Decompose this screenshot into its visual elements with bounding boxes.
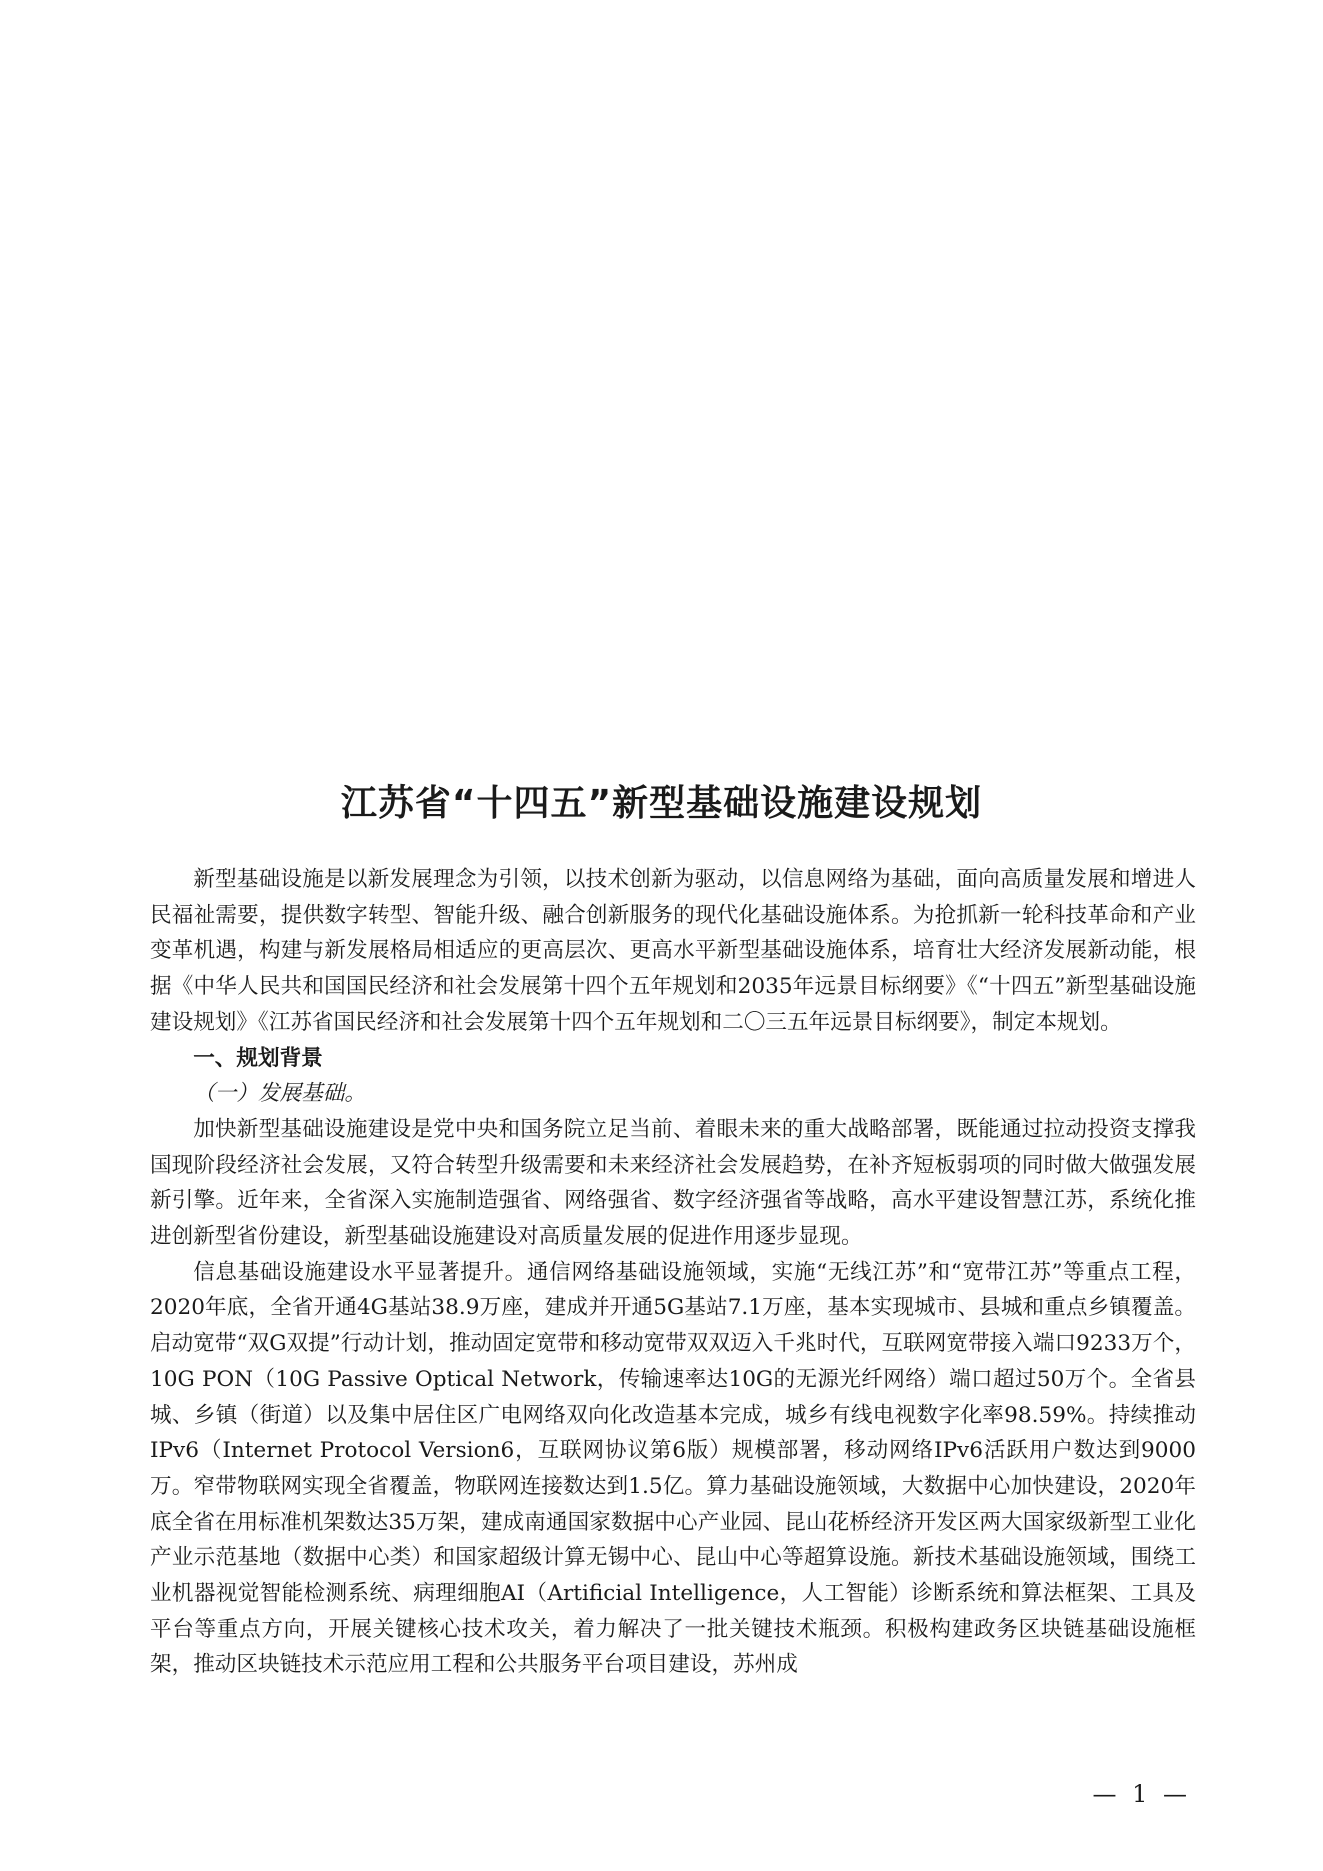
subsection-heading: （一）发展基础。 — [193, 1081, 366, 1107]
document-body — [150, 862, 1196, 1683]
body-paragraph: 加快新型基础设施建设是党中央和国务院立足当前、着眼未来的重大战略部署，既能通过拉动投资支撑我国现阶段经济社会发展，又符合转型升级需要和未来经济社会发展趋势，在补齐短板弱项的同时做大做强发展新引擎。近年来，全省深入实施制造强省、网络强省、数字经济强省等战略，高水平建设智慧江苏，系统化推进创新型省份建设，新型基础设施建设对高质量发展的促进作用逐步显现。 — [150, 1116, 1196, 1250]
body-paragraph: 信息基础设施建设水平显著提升。通信网络基础设施领域，实施“无线江苏”和“宽带江苏”等重点工程，2020年底，全省开通4G基站38.9万座，建成并开通5G基站7.1万座，基本实现城市、县城和重点乡镇覆盖。启动宽带“双G双提”行动计划，推动固定宽带和移动宽带双双迈入千兆时代，互联网宽带接入端口9233万个，10G PON（10G Passive Optical Network，传输速率达10G的无源光纤网络）端口超过50万个。全省县城、乡镇（街道）以及集中居住区广电网络双向化改造基本完成，城乡有线电视数字化率98.59%。持续推动IPv6（Internet Protocol Version6，互联网协议第6版）规模部署，移动网络IPv6活跃用户数达到9000万。窄带物联网实现全省覆盖，物联网连接数达到1.5亿。算力基础设施领域，大数据中心加快建设，2020年底全省在用标准机架数达35万架，建成南通国家数据中心产业园、昆山花桥经济开发区两大国家级新型工业化产业示范基地（数据中心类）和国家超级计算无锡中心、昆山中心等超算设施。新技术基础设施领域，围绕工业机器视觉智能检测系统、病理细胞AI（Artificial Intelligence，人工智能）诊断系统和算法框架、工具及平台等重点方向，开展关键核心技术攻关，着力解决了一批关键技术瓶颈。积极构建政务区块链基础设施框架，推动区块链技术示范应用工程和公共服务平台项目建设，苏州成 — [150, 1259, 1196, 1678]
page-number: — 1 — — [1092, 1780, 1191, 1808]
section-heading: 一、规划背景 — [193, 1045, 323, 1071]
intro-paragraph: 新型基础设施是以新发展理念为引领，以技术创新为驱动，以信息网络为基础，面向高质量发展和增进人民福祉需要，提供数字转型、智能升级、融合创新服务的现代化基础设施体系。为抢抓新一轮科技革命和产业变革机遇，构建与新发展格局相适应的更高层次、更高水平新型基础设施体系，培育壮大经济发展新动能，根据《中华人民共和国国民经济和社会发展第十四个五年规划和2035年远景目标纲要》《“十四五”新型基础设施建设规划》《江苏省国民经济和社会发展第十四个五年规划和二〇三五年远景目标纲要》，制定本规划。 — [150, 867, 1196, 1035]
document-title: 江苏省“十四五”新型基础设施建设规划 — [340, 783, 983, 824]
